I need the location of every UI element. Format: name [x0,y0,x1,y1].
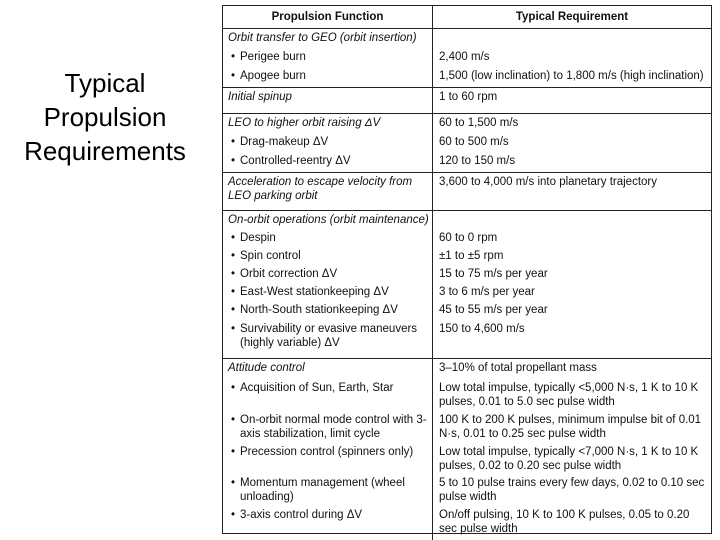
bullet-icon: • [231,250,236,262]
table-header [223,6,711,29]
header-propulsion-function: Propulsion Function [223,6,433,28]
requirement-cell: 120 to 150 m/s [439,155,516,167]
function-cell: LEO to higher orbit raising ΔV [223,114,433,133]
function-text: Precession control (spinners only) [240,446,414,458]
function-cell [223,48,433,67]
bullet-icon: • [231,155,236,167]
bullet-icon: • [231,136,236,148]
table-row [223,88,711,113]
function-cell [223,229,433,247]
table-row-group [223,211,711,359]
function-cell [223,67,433,87]
table-row [223,474,711,506]
bullet-icon: • [231,509,236,521]
table-row [223,67,711,87]
table-row [223,29,711,48]
function-text: 3-axis control during ΔV [240,509,363,521]
requirement-cell: Low total impulse, typically <5,000 N·s, 1 K to 10 K pulses, 0.01 to 5.0 sec pulse width [439,382,699,408]
function-text: Apogee burn [240,70,306,82]
function-text: North-South stationkeeping ΔV [240,304,398,316]
table-row [223,359,711,379]
requirement-cell: 1 to 60 rpm [439,91,498,103]
bullet-icon: • [231,51,236,63]
table-row-group [223,88,711,114]
function-text: On-orbit normal mode control with 3-axis stabilization, limit cycle [240,414,427,440]
bullet-icon: • [231,268,236,280]
function-cell [223,265,433,283]
function-cell [223,133,433,152]
header-typical-requirement: Typical Requirement [515,11,629,23]
requirement-cell: 45 to 55 m/s per year [439,304,548,316]
table-row [223,265,711,283]
function-text: East-West stationkeeping ΔV [240,286,389,298]
propulsion-requirements-table [222,5,712,534]
table-row [223,211,711,229]
table-row [223,229,711,247]
table-row [223,48,711,67]
slide-title: Typical Propulsion Requirements [24,68,186,166]
function-cell: Attitude control [223,359,433,379]
function-cell [223,152,433,172]
requirement-cell: 150 to 4,600 m/s [439,323,525,335]
function-cell [223,506,433,540]
function-cell [223,301,433,320]
bullet-icon: • [231,304,236,316]
requirement-cell: 2,400 m/s [439,51,490,63]
function-text: Spin control [240,250,301,262]
table-row-group [223,359,711,540]
requirement-cell: Low total impulse, typically <7,000 N·s, 1 K to 10 K pulses, 0.02 to 0.20 sec pulse width [439,446,699,472]
requirement-cell: 5 to 10 pulse trains every few days, 0.02 to 0.10 sec pulse width [439,477,705,503]
function-text: Controlled-reentry ΔV [240,155,351,167]
bullet-icon: • [231,382,236,394]
requirement-cell: 15 to 75 m/s per year [439,268,548,280]
bullet-icon: • [231,414,236,426]
function-cell [223,283,433,301]
bullet-icon: • [231,286,236,298]
function-cell [223,443,433,474]
function-text: Acquisition of Sun, Earth, Star [240,382,394,394]
function-cell: Acceleration to escape velocity from LEO parking orbit [223,173,433,210]
bullet-icon: • [231,323,236,335]
requirement-cell: 3,600 to 4,000 m/s into planetary trajectory [439,176,657,188]
table-row [223,283,711,301]
function-text: Despin [240,232,276,244]
table-row-group [223,173,711,211]
requirement-cell: ±1 to ±5 rpm [439,250,504,262]
bullet-icon: • [231,477,236,489]
table-row [223,152,711,172]
table-row [223,301,711,320]
function-cell: Initial spinup [223,88,433,113]
function-text: Survivability or evasive maneuvers (highly variable) ΔV [240,323,418,349]
function-text: Momentum management (wheel unloading) [240,477,405,503]
requirement-cell: 100 K to 200 K pulses, minimum impulse bit of 0.01 N·s, 0.01 to 0.25 sec pulse width [439,414,702,440]
table-row [223,443,711,474]
table-row [223,320,711,358]
function-cell [223,379,433,411]
table-row-group [223,29,711,88]
requirement-cell: On/off pulsing, 10 K to 100 K pulses, 0.05 to 0.20 sec pulse width [439,509,690,535]
table-row [223,506,711,540]
table-row [223,247,711,265]
function-text: Orbit correction ΔV [240,268,338,280]
table-row [223,133,711,152]
requirement-cell [433,29,711,48]
function-cell [223,474,433,506]
requirement-cell [433,211,711,229]
function-cell [223,411,433,443]
requirement-cell: 3–10% of total propellant mass [439,362,597,374]
bullet-icon: • [231,232,236,244]
requirement-cell: 3 to 6 m/s per year [439,286,535,298]
function-text: Perigee burn [240,51,306,63]
table-row [223,173,711,210]
bullet-icon: • [231,70,236,82]
function-text: Drag-makeup ΔV [240,136,329,148]
function-cell [223,320,433,358]
function-cell [223,247,433,265]
table-row-group [223,114,711,173]
requirement-cell: 1,500 (low inclination) to 1,800 m/s (high inclination) [439,70,704,82]
table-row [223,411,711,443]
requirement-cell: 60 to 1,500 m/s [439,117,519,129]
function-cell: On-orbit operations (orbit maintenance) [223,211,433,229]
table-row [223,379,711,411]
table-row [223,114,711,133]
bullet-icon: • [231,446,236,458]
requirement-cell: 60 to 0 rpm [439,232,498,244]
requirement-cell: 60 to 500 m/s [439,136,509,148]
function-cell: Orbit transfer to GEO (orbit insertion) [223,29,433,48]
